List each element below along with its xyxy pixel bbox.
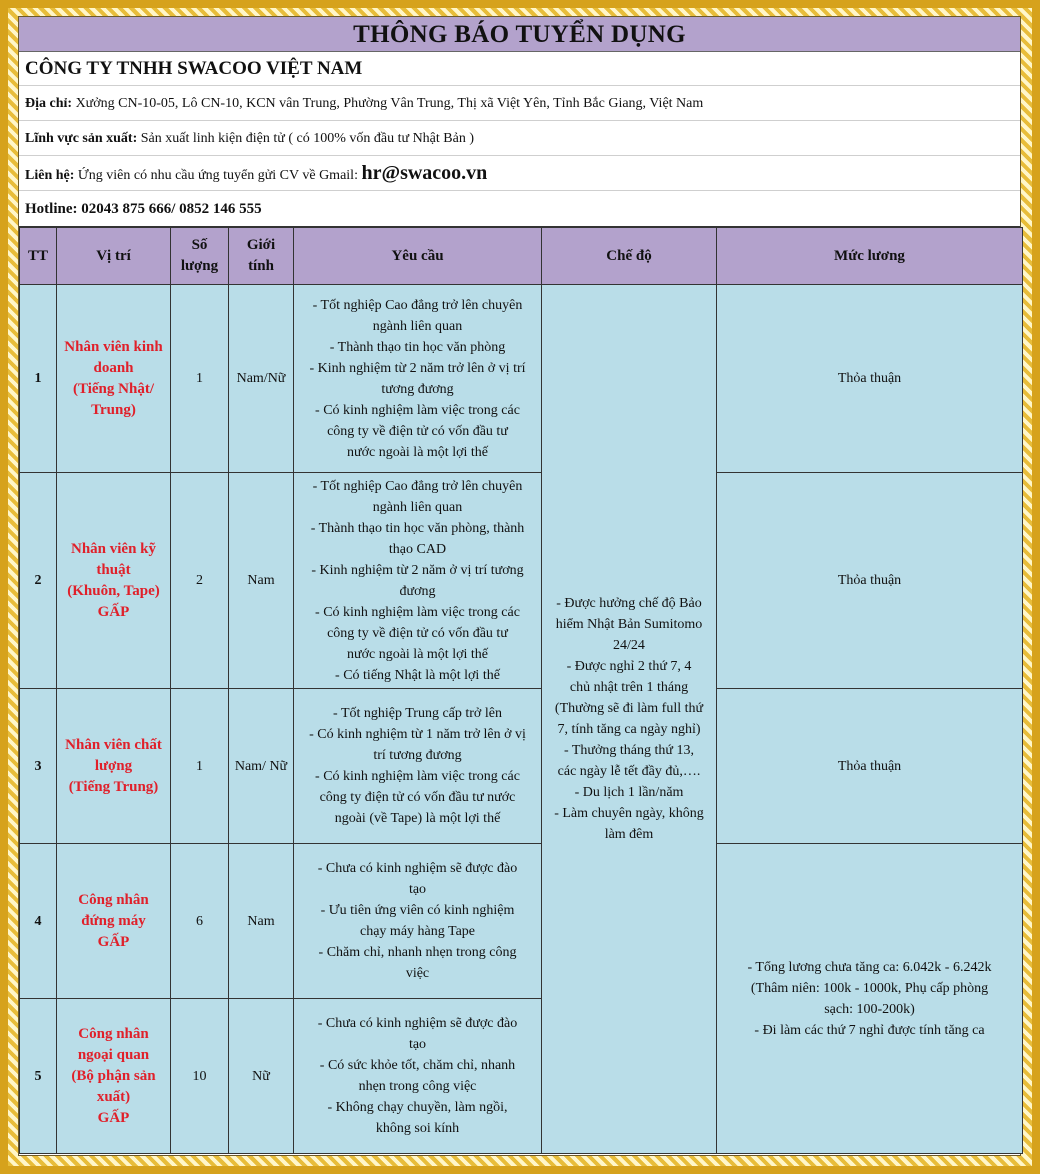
header-gender (229, 228, 294, 285)
row-number: 2 (20, 473, 57, 689)
quantity: 6 (171, 844, 229, 999)
requirement-line: - Có kinh nghiệm làm việc trong các (315, 604, 520, 620)
requirement-line: việc (405, 966, 430, 981)
benefit-line: - Thưởng tháng thứ 13, (563, 743, 695, 758)
contact-value: Ứng viên có nhu cầu ứng tuyển gửi CV về Gmail: (77, 168, 358, 183)
row-number: 1 (20, 285, 57, 473)
benefit-line: các ngày lễ tết đầy đủ,…. (557, 764, 701, 779)
recruitment-notice (18, 16, 1021, 1156)
benefit-line: - Được hưởng chế độ Bảo (556, 596, 702, 611)
requirement-line: tạo (408, 882, 427, 897)
requirement-line: tương đương (381, 381, 454, 397)
position-name-line: đứng máy (81, 912, 146, 929)
row-number: 5 (20, 999, 57, 1154)
benefit-line: - Làm chuyên ngày, không (554, 806, 704, 821)
requirement-line: - Thành thạo tin học văn phòng (329, 339, 506, 355)
address-label: Địa chỉ: (25, 96, 73, 111)
header-benefits: Chế độ (542, 228, 717, 285)
requirement-line: - Tốt nghiệp Cao đẳng trở lên chuyên (312, 297, 523, 313)
notice-title: THÔNG BÁO TUYỂN DỤNG (19, 17, 1020, 52)
gender: Nam (229, 473, 294, 689)
requirement-line: ngành liên quan (372, 318, 463, 334)
gender: Nữ (229, 999, 294, 1154)
benefit-line: chủ nhật trên 1 tháng (569, 680, 689, 695)
gender: Nam/Nữ (229, 285, 294, 473)
header-salary: Mức lương (717, 228, 1023, 285)
position-name-line: (Tiếng Trung) (68, 778, 159, 795)
benefit-line: làm đêm (604, 827, 654, 842)
requirement-line: - Tốt nghiệp Cao đẳng trở lên chuyên (312, 478, 523, 494)
position-name-line: ngoại quan (77, 1046, 150, 1063)
position-name-line: doanh (93, 359, 134, 376)
row-number: 3 (20, 689, 57, 844)
benefit-line: hiểm Nhật Bản Sumitomo (555, 617, 703, 632)
position-name-line: Nhân viên kỹ (70, 540, 157, 557)
requirement-line: - Có tiếng Nhật là một lợi thế (335, 667, 500, 683)
requirement-line: - Thành thạo tin học văn phòng, thành (310, 520, 525, 536)
contact-label: Liên hệ: (25, 168, 75, 183)
benefits (542, 285, 717, 1154)
header-gender-line1: Giới (246, 237, 276, 253)
position-name-line: Trung) (91, 401, 136, 418)
requirement-line: nhẹn trong công việc (358, 1079, 477, 1094)
hotline: Hotline: 02043 875 666/ 0852 146 555 (19, 191, 1020, 227)
position-name-line: Nhân viên chất (65, 736, 162, 753)
address-value: Xưởng CN-10-05, Lô CN-10, KCN vân Trung, Phường Vân Trung, Thị xã Việt Yên, Tỉnh Bắc Giang, Việt Nam (75, 96, 704, 111)
requirement-line: - Tốt nghiệp Trung cấp trở lên (333, 706, 502, 721)
quantity: 10 (171, 999, 229, 1154)
header-quantity (171, 228, 229, 285)
salary: Thỏa thuận (717, 473, 1023, 689)
requirement-line: - Ưu tiên ứng viên có kinh nghiệm (320, 903, 515, 918)
quantity: 1 (171, 689, 229, 844)
requirements (294, 473, 542, 689)
gender: Nam (229, 844, 294, 999)
position-name-line: (Bộ phận sản (71, 1067, 156, 1084)
contact-line (19, 156, 1020, 191)
jobs-table (19, 227, 1023, 1154)
salary: Thỏa thuận (717, 285, 1023, 473)
table-row (20, 285, 1023, 473)
requirement-line: - Chưa có kinh nghiệm sẽ được đào (317, 861, 518, 876)
quantity: 1 (171, 285, 229, 473)
requirement-line: - Chưa có kinh nghiệm sẽ được đào (317, 1016, 518, 1031)
requirement-line: không soi kính (375, 1121, 460, 1136)
header-position: Vị trí (57, 228, 171, 285)
position-name-line: (Khuôn, Tape) (67, 582, 160, 599)
table-header (20, 228, 1023, 285)
field-line (19, 121, 1020, 156)
requirements (294, 844, 542, 999)
benefit-line: 24/24 (613, 638, 645, 653)
requirement-line: - Có sức khỏe tốt, chăm chỉ, nhanh (319, 1058, 516, 1073)
table-row (20, 689, 1023, 844)
quantity: 2 (171, 473, 229, 689)
worker-salary-line: (Thâm niên: 100k - 1000k, Phụ cấp phòng (750, 980, 989, 996)
requirement-line: ngành liên quan (372, 499, 463, 515)
position-name-line: lượng (94, 757, 133, 774)
salary: Thỏa thuận (717, 689, 1023, 844)
requirement-line: trí tương đương (373, 748, 462, 763)
requirement-line: - Kinh nghiệm từ 2 năm ở vị trí tương (311, 562, 524, 578)
header-quantity-line1: Số (191, 237, 208, 253)
benefit-line: 7, tính tăng ca ngày nghỉ) (557, 722, 701, 737)
requirement-line: chạy máy hàng Tape (360, 924, 475, 939)
row-number: 4 (20, 844, 57, 999)
position-name-line: GẤP (97, 1109, 130, 1126)
worker-salary-line: sạch: 100-200k) (824, 1001, 915, 1017)
benefit-line: (Thường sẽ đi làm full thứ (554, 701, 704, 716)
field-value: Sản xuất linh kiện điện tử ( có 100% vốn đầu tư Nhật Bản ) (140, 131, 474, 146)
requirement-line: thạo CAD (388, 541, 447, 557)
requirement-line: công ty điện tử có vốn đầu tư nước (319, 790, 516, 805)
table-row (20, 473, 1023, 689)
position-name (57, 473, 171, 689)
benefit-line: - Được nghỉ 2 thứ 7, 4 (566, 659, 692, 674)
table-row (20, 844, 1023, 999)
position-name-line: Nhân viên kinh (64, 338, 163, 355)
requirement-line: - Chăm chỉ, nhanh nhẹn trong công (318, 945, 517, 960)
position-name (57, 999, 171, 1154)
requirements (294, 689, 542, 844)
address-line (19, 86, 1020, 121)
worker-salary (717, 844, 1023, 1154)
requirement-line: tạo (408, 1037, 427, 1052)
header-gender-line2: tính (248, 258, 274, 274)
requirement-line: nước ngoài là một lợi thế (347, 444, 488, 460)
position-name-line: xuất) (96, 1088, 131, 1105)
header-quantity-line2: lượng (180, 258, 219, 274)
contact-email: hr@swacoo.vn (361, 162, 488, 184)
worker-salary-line: - Đi làm các thứ 7 nghỉ được tính tăng ca (754, 1022, 985, 1038)
requirement-line: - Không chạy chuyền, làm ngồi, (327, 1100, 508, 1115)
requirements (294, 999, 542, 1154)
requirement-line: - Có kinh nghiệm làm việc trong các (315, 769, 520, 784)
requirement-line: đương (399, 583, 436, 599)
requirements (294, 285, 542, 473)
requirement-line: - Có kinh nghiệm từ 1 năm trở lên ở vị (309, 727, 526, 742)
requirement-line: công ty về điện tử có vốn đầu tư (327, 625, 508, 641)
position-name (57, 285, 171, 473)
requirement-line: - Có kinh nghiệm làm việc trong các (315, 402, 520, 418)
position-name-line: Công nhân (78, 1025, 149, 1042)
requirement-line: công ty về điện tử có vốn đầu tư (327, 423, 508, 439)
requirement-line: - Kinh nghiệm từ 2 năm trở lên ở vị trí (309, 360, 526, 376)
position-name-line: GẤP (97, 933, 130, 950)
position-name-line: GẤP (97, 603, 130, 620)
requirement-line: nước ngoài là một lợi thế (347, 646, 488, 662)
company-name: CÔNG TY TNHH SWACOO VIỆT NAM (19, 52, 1020, 86)
header-requirements: Yêu cầu (294, 228, 542, 285)
position-name (57, 844, 171, 999)
position-name-line: Công nhân (78, 891, 149, 908)
position-name-line: thuật (96, 561, 131, 578)
position-name (57, 689, 171, 844)
header-tt: TT (20, 228, 57, 285)
worker-salary-line: - Tổng lương chưa tăng ca: 6.042k - 6.242k (747, 959, 992, 975)
field-label: Lĩnh vực sản xuất: (25, 131, 138, 146)
benefit-line: - Du lịch 1 lần/năm (574, 785, 684, 800)
requirement-line: ngoài (về Tape) là một lợi thế (334, 811, 501, 826)
position-name-line: (Tiếng Nhật/ (73, 380, 154, 397)
gender: Nam/ Nữ (229, 689, 294, 844)
